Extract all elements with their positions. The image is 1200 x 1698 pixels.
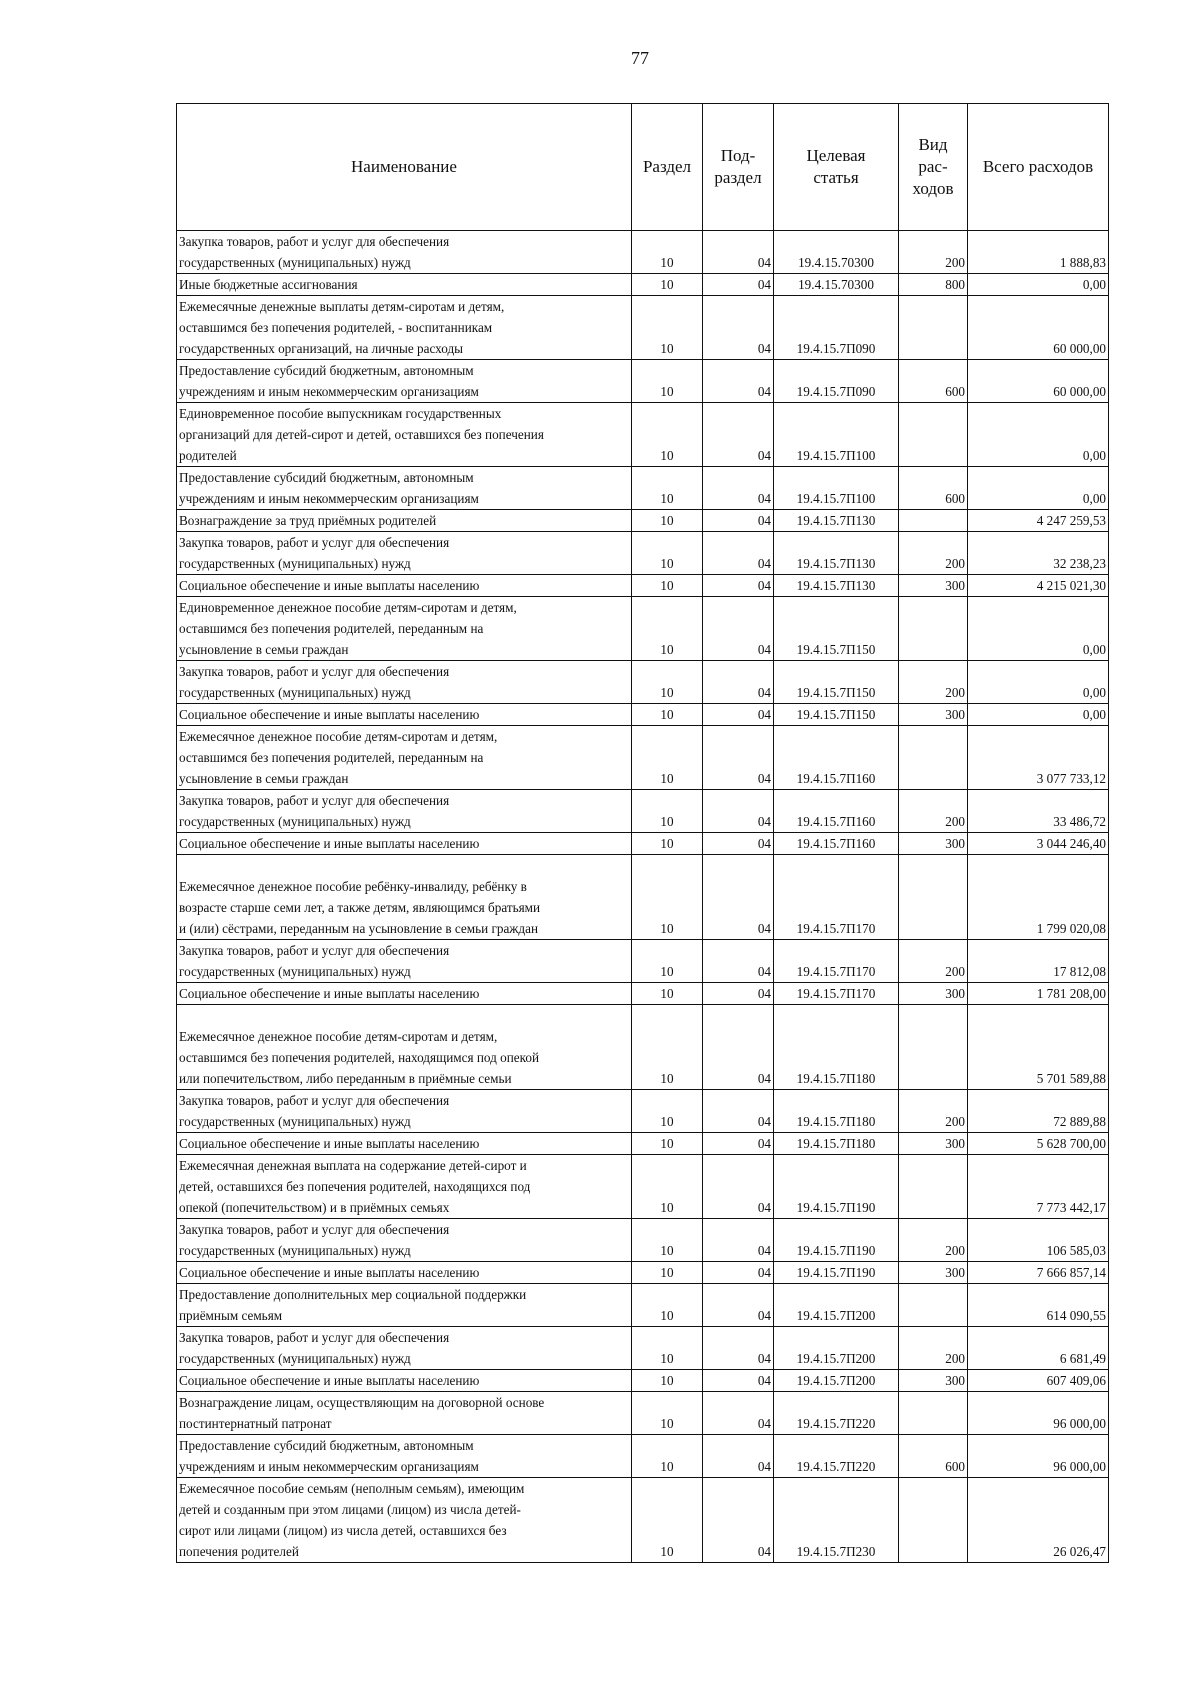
row-kind-cell: 800 <box>899 274 968 296</box>
row-target-cell: 19.4.15.7П160 <box>774 790 899 833</box>
row-subsection-cell: 04 <box>703 575 774 597</box>
row-section-cell: 10 <box>632 274 703 296</box>
row-target-cell: 19.4.15.7П190 <box>774 1219 899 1262</box>
row-section-cell: 10 <box>632 510 703 532</box>
row-name-cell: Закупка товаров, работ и услуг для обеспечения государственных (муниципальных) нужд <box>177 790 632 833</box>
row-subsection-cell: 04 <box>703 510 774 532</box>
row-section-cell: 10 <box>632 1392 703 1435</box>
table-row <box>177 726 1109 790</box>
row-subsection-cell: 04 <box>703 1370 774 1392</box>
row-section-cell: 10 <box>632 726 703 790</box>
row-total-cell: 7 773 442,17 <box>968 1155 1109 1219</box>
row-target-cell: 19.4.15.7П100 <box>774 403 899 467</box>
row-subsection-cell: 04 <box>703 1262 774 1284</box>
row-kind-cell: 300 <box>899 575 968 597</box>
table-row <box>177 1005 1109 1090</box>
row-target-cell: 19.4.15.7П180 <box>774 1090 899 1133</box>
table-row <box>177 296 1109 360</box>
row-name-cell: Вознаграждение за труд приёмных родителей <box>177 510 632 532</box>
row-kind-cell <box>899 855 968 940</box>
row-kind-cell <box>899 726 968 790</box>
row-section-cell: 10 <box>632 1435 703 1478</box>
table-row <box>177 704 1109 726</box>
row-subsection-cell: 04 <box>703 790 774 833</box>
row-section-cell: 10 <box>632 1133 703 1155</box>
row-kind-cell <box>899 510 968 532</box>
row-total-cell: 5 628 700,00 <box>968 1133 1109 1155</box>
row-total-cell: 0,00 <box>968 403 1109 467</box>
row-name-cell: Закупка товаров, работ и услуг для обеспечения государственных (муниципальных) нужд <box>177 940 632 983</box>
row-target-cell: 19.4.15.7П200 <box>774 1284 899 1327</box>
row-subsection-cell: 04 <box>703 532 774 575</box>
table-row <box>177 403 1109 467</box>
row-name-cell: Ежемесячное денежное пособие ребёнку-инвалиду, ребёнку в возрасте старше семи лет, а также детям, являющимся братьями и (или) сёстрами, переданным на усыновление в семьи граждан <box>177 855 632 940</box>
table-row <box>177 1133 1109 1155</box>
row-name-cell: Закупка товаров, работ и услуг для обеспечения государственных (муниципальных) нужд <box>177 231 632 274</box>
row-subsection-cell: 04 <box>703 1435 774 1478</box>
row-target-cell: 19.4.15.7П200 <box>774 1327 899 1370</box>
row-total-cell: 3 044 246,40 <box>968 833 1109 855</box>
row-total-cell: 96 000,00 <box>968 1392 1109 1435</box>
row-subsection-cell: 04 <box>703 1478 774 1563</box>
row-total-cell: 17 812,08 <box>968 940 1109 983</box>
row-target-cell: 19.4.15.7П180 <box>774 1133 899 1155</box>
row-section-cell: 10 <box>632 467 703 510</box>
row-name-cell: Социальное обеспечение и иные выплаты населению <box>177 1133 632 1155</box>
row-total-cell: 4 247 259,53 <box>968 510 1109 532</box>
row-section-cell: 10 <box>632 1262 703 1284</box>
table-row <box>177 1090 1109 1133</box>
row-name-cell: Закупка товаров, работ и услуг для обеспечения государственных (муниципальных) нужд <box>177 1327 632 1370</box>
row-section-cell: 10 <box>632 403 703 467</box>
table-row <box>177 360 1109 403</box>
row-total-cell: 1 781 208,00 <box>968 983 1109 1005</box>
row-total-cell: 60 000,00 <box>968 360 1109 403</box>
row-total-cell: 0,00 <box>968 597 1109 661</box>
row-total-cell: 32 238,23 <box>968 532 1109 575</box>
table-row <box>177 575 1109 597</box>
header-row <box>177 104 1109 231</box>
row-total-cell: 614 090,55 <box>968 1284 1109 1327</box>
row-name-cell: Закупка товаров, работ и услуг для обеспечения государственных (муниципальных) нужд <box>177 1090 632 1133</box>
row-total-cell: 96 000,00 <box>968 1435 1109 1478</box>
row-kind-cell <box>899 1284 968 1327</box>
table-row <box>177 1155 1109 1219</box>
row-total-cell: 0,00 <box>968 704 1109 726</box>
row-section-cell: 10 <box>632 940 703 983</box>
row-total-cell: 3 077 733,12 <box>968 726 1109 790</box>
row-section-cell: 10 <box>632 597 703 661</box>
row-name-cell: Социальное обеспечение и иные выплаты населению <box>177 1262 632 1284</box>
row-section-cell: 10 <box>632 983 703 1005</box>
row-target-cell: 19.4.15.7П130 <box>774 510 899 532</box>
row-name-cell: Ежемесячное пособие семьям (неполным семьям), имеющим детей и созданным при этом лицами (лицом) из числа детей- сирот или лицами (лицом) из числа детей, оставшихся без попечения родителей <box>177 1478 632 1563</box>
row-section-cell: 10 <box>632 661 703 704</box>
row-section-cell: 10 <box>632 1327 703 1370</box>
row-target-cell: 19.4.15.7П090 <box>774 296 899 360</box>
row-section-cell: 10 <box>632 1155 703 1219</box>
table-row <box>177 855 1109 940</box>
row-total-cell: 106 585,03 <box>968 1219 1109 1262</box>
row-subsection-cell: 04 <box>703 231 774 274</box>
row-kind-cell: 300 <box>899 983 968 1005</box>
row-name-cell: Вознаграждение лицам, осуществляющим на договорной основе постинтернатный патронат <box>177 1392 632 1435</box>
row-subsection-cell: 04 <box>703 360 774 403</box>
row-name-cell: Социальное обеспечение и иные выплаты населению <box>177 704 632 726</box>
row-target-cell: 19.4.15.70300 <box>774 274 899 296</box>
row-name-cell: Ежемесячные денежные выплаты детям-сиротам и детям, оставшимся без попечения родителей, - воспитанникам государственных организаций, на личные расходы <box>177 296 632 360</box>
page-number: 77 <box>631 48 649 68</box>
header-expense-kind: Вид рас- ходов <box>899 104 968 231</box>
table-row <box>177 467 1109 510</box>
row-kind-cell <box>899 597 968 661</box>
row-total-cell: 33 486,72 <box>968 790 1109 833</box>
row-target-cell: 19.4.15.7П130 <box>774 532 899 575</box>
row-target-cell: 19.4.15.7П150 <box>774 597 899 661</box>
row-subsection-cell: 04 <box>703 597 774 661</box>
row-subsection-cell: 04 <box>703 1327 774 1370</box>
row-section-cell: 10 <box>632 1370 703 1392</box>
row-kind-cell: 600 <box>899 360 968 403</box>
row-total-cell: 6 681,49 <box>968 1327 1109 1370</box>
table-row <box>177 274 1109 296</box>
row-subsection-cell: 04 <box>703 1392 774 1435</box>
table-row <box>177 231 1109 274</box>
table-row <box>177 833 1109 855</box>
row-section-cell: 10 <box>632 575 703 597</box>
row-target-cell: 19.4.15.7П100 <box>774 467 899 510</box>
header-subsection: Под- раздел <box>703 104 774 231</box>
row-name-cell: Единовременное пособие выпускникам государственных организаций для детей-сирот и детей, оставшихся без попечения родителей <box>177 403 632 467</box>
row-subsection-cell: 04 <box>703 940 774 983</box>
row-total-cell: 60 000,00 <box>968 296 1109 360</box>
row-target-cell: 19.4.15.70300 <box>774 231 899 274</box>
table-row <box>177 940 1109 983</box>
row-target-cell: 19.4.15.7П230 <box>774 1478 899 1563</box>
row-section-cell: 10 <box>632 1005 703 1090</box>
row-name-cell: Единовременное денежное пособие детям-сиротам и детям, оставшимся без попечения родителей, переданным на усыновление в семьи граждан <box>177 597 632 661</box>
row-subsection-cell: 04 <box>703 983 774 1005</box>
row-kind-cell <box>899 1392 968 1435</box>
row-target-cell: 19.4.15.7П200 <box>774 1370 899 1392</box>
row-target-cell: 19.4.15.7П220 <box>774 1435 899 1478</box>
row-target-cell: 19.4.15.7П130 <box>774 575 899 597</box>
row-target-cell: 19.4.15.7П150 <box>774 704 899 726</box>
table-row <box>177 1478 1109 1563</box>
row-target-cell: 19.4.15.7П180 <box>774 1005 899 1090</box>
row-kind-cell <box>899 1478 968 1563</box>
row-subsection-cell: 04 <box>703 1155 774 1219</box>
header-name: Наименование <box>177 104 632 231</box>
row-subsection-cell: 04 <box>703 704 774 726</box>
row-subsection-cell: 04 <box>703 1090 774 1133</box>
row-section-cell: 10 <box>632 1219 703 1262</box>
row-kind-cell: 200 <box>899 940 968 983</box>
row-target-cell: 19.4.15.7П170 <box>774 855 899 940</box>
table-row <box>177 661 1109 704</box>
table-row <box>177 1370 1109 1392</box>
row-kind-cell: 200 <box>899 1327 968 1370</box>
row-subsection-cell: 04 <box>703 296 774 360</box>
row-section-cell: 10 <box>632 1478 703 1563</box>
row-section-cell: 10 <box>632 1284 703 1327</box>
row-total-cell: 607 409,06 <box>968 1370 1109 1392</box>
row-target-cell: 19.4.15.7П170 <box>774 940 899 983</box>
row-total-cell: 7 666 857,14 <box>968 1262 1109 1284</box>
table-row <box>177 1392 1109 1435</box>
row-target-cell: 19.4.15.7П190 <box>774 1262 899 1284</box>
row-subsection-cell: 04 <box>703 726 774 790</box>
row-subsection-cell: 04 <box>703 1005 774 1090</box>
table-header <box>177 104 1109 231</box>
row-name-cell: Социальное обеспечение и иные выплаты населению <box>177 575 632 597</box>
table-row <box>177 532 1109 575</box>
row-kind-cell: 200 <box>899 532 968 575</box>
row-kind-cell <box>899 403 968 467</box>
header-target-article: Целевая статья <box>774 104 899 231</box>
row-kind-cell: 200 <box>899 790 968 833</box>
row-kind-cell: 300 <box>899 833 968 855</box>
row-kind-cell <box>899 1005 968 1090</box>
row-subsection-cell: 04 <box>703 855 774 940</box>
row-kind-cell: 300 <box>899 1262 968 1284</box>
row-kind-cell: 200 <box>899 1090 968 1133</box>
row-section-cell: 10 <box>632 833 703 855</box>
row-section-cell: 10 <box>632 855 703 940</box>
row-total-cell: 1 888,83 <box>968 231 1109 274</box>
row-total-cell: 0,00 <box>968 467 1109 510</box>
header-section: Раздел <box>632 104 703 231</box>
table-row <box>177 1262 1109 1284</box>
row-name-cell: Ежемесячная денежная выплата на содержание детей-сирот и детей, оставшихся без попечения родителей, находящихся под опекой (попечительством) и в приёмных семьях <box>177 1155 632 1219</box>
row-total-cell: 26 026,47 <box>968 1478 1109 1563</box>
row-kind-cell: 200 <box>899 661 968 704</box>
row-name-cell: Ежемесячное денежное пособие детям-сиротам и детям, оставшимся без попечения родителей, переданным на усыновление в семьи граждан <box>177 726 632 790</box>
row-name-cell: Закупка товаров, работ и услуг для обеспечения государственных (муниципальных) нужд <box>177 1219 632 1262</box>
row-total-cell: 5 701 589,88 <box>968 1005 1109 1090</box>
row-target-cell: 19.4.15.7П220 <box>774 1392 899 1435</box>
row-target-cell: 19.4.15.7П190 <box>774 1155 899 1219</box>
table-body <box>177 231 1109 1563</box>
row-subsection-cell: 04 <box>703 833 774 855</box>
row-name-cell: Ежемесячное денежное пособие детям-сиротам и детям, оставшимся без попечения родителей, находящимся под опекой или попечительством, либо переданным в приёмные семьи <box>177 1005 632 1090</box>
row-kind-cell: 300 <box>899 1370 968 1392</box>
row-subsection-cell: 04 <box>703 403 774 467</box>
table-row <box>177 1327 1109 1370</box>
row-name-cell: Социальное обеспечение и иные выплаты населению <box>177 833 632 855</box>
row-kind-cell <box>899 296 968 360</box>
row-section-cell: 10 <box>632 231 703 274</box>
table-row <box>177 1219 1109 1262</box>
row-total-cell: 0,00 <box>968 661 1109 704</box>
table-row <box>177 790 1109 833</box>
row-subsection-cell: 04 <box>703 661 774 704</box>
row-target-cell: 19.4.15.7П150 <box>774 661 899 704</box>
row-name-cell: Предоставление дополнительных мер социальной поддержки приёмным семьям <box>177 1284 632 1327</box>
row-kind-cell: 300 <box>899 1133 968 1155</box>
row-subsection-cell: 04 <box>703 1133 774 1155</box>
row-name-cell: Предоставление субсидий бюджетным, автономным учреждениям и иным некоммерческим организациям <box>177 360 632 403</box>
row-total-cell: 1 799 020,08 <box>968 855 1109 940</box>
row-name-cell: Закупка товаров, работ и услуг для обеспечения государственных (муниципальных) нужд <box>177 532 632 575</box>
row-name-cell: Закупка товаров, работ и услуг для обеспечения государственных (муниципальных) нужд <box>177 661 632 704</box>
row-section-cell: 10 <box>632 532 703 575</box>
row-section-cell: 10 <box>632 1090 703 1133</box>
row-target-cell: 19.4.15.7П170 <box>774 983 899 1005</box>
row-total-cell: 4 215 021,30 <box>968 575 1109 597</box>
row-section-cell: 10 <box>632 360 703 403</box>
table-row <box>177 1284 1109 1327</box>
table-row <box>177 510 1109 532</box>
table-row <box>177 597 1109 661</box>
row-kind-cell: 200 <box>899 231 968 274</box>
row-section-cell: 10 <box>632 704 703 726</box>
budget-table <box>176 103 1109 1563</box>
row-name-cell: Социальное обеспечение и иные выплаты населению <box>177 1370 632 1392</box>
row-total-cell: 72 889,88 <box>968 1090 1109 1133</box>
row-subsection-cell: 04 <box>703 467 774 510</box>
row-target-cell: 19.4.15.7П160 <box>774 726 899 790</box>
row-kind-cell: 600 <box>899 1435 968 1478</box>
row-section-cell: 10 <box>632 296 703 360</box>
row-name-cell: Социальное обеспечение и иные выплаты населению <box>177 983 632 1005</box>
row-name-cell: Предоставление субсидий бюджетным, автономным учреждениям и иным некоммерческим организациям <box>177 1435 632 1478</box>
table-row <box>177 1435 1109 1478</box>
row-kind-cell: 300 <box>899 704 968 726</box>
row-kind-cell <box>899 1155 968 1219</box>
row-subsection-cell: 04 <box>703 1219 774 1262</box>
row-name-cell: Иные бюджетные ассигнования <box>177 274 632 296</box>
row-name-cell: Предоставление субсидий бюджетным, автономным учреждениям и иным некоммерческим организациям <box>177 467 632 510</box>
row-kind-cell: 600 <box>899 467 968 510</box>
row-target-cell: 19.4.15.7П160 <box>774 833 899 855</box>
row-subsection-cell: 04 <box>703 274 774 296</box>
row-section-cell: 10 <box>632 790 703 833</box>
row-subsection-cell: 04 <box>703 1284 774 1327</box>
row-target-cell: 19.4.15.7П090 <box>774 360 899 403</box>
header-total: Всего расходов <box>968 104 1109 231</box>
row-kind-cell: 200 <box>899 1219 968 1262</box>
row-total-cell: 0,00 <box>968 274 1109 296</box>
table-row <box>177 983 1109 1005</box>
